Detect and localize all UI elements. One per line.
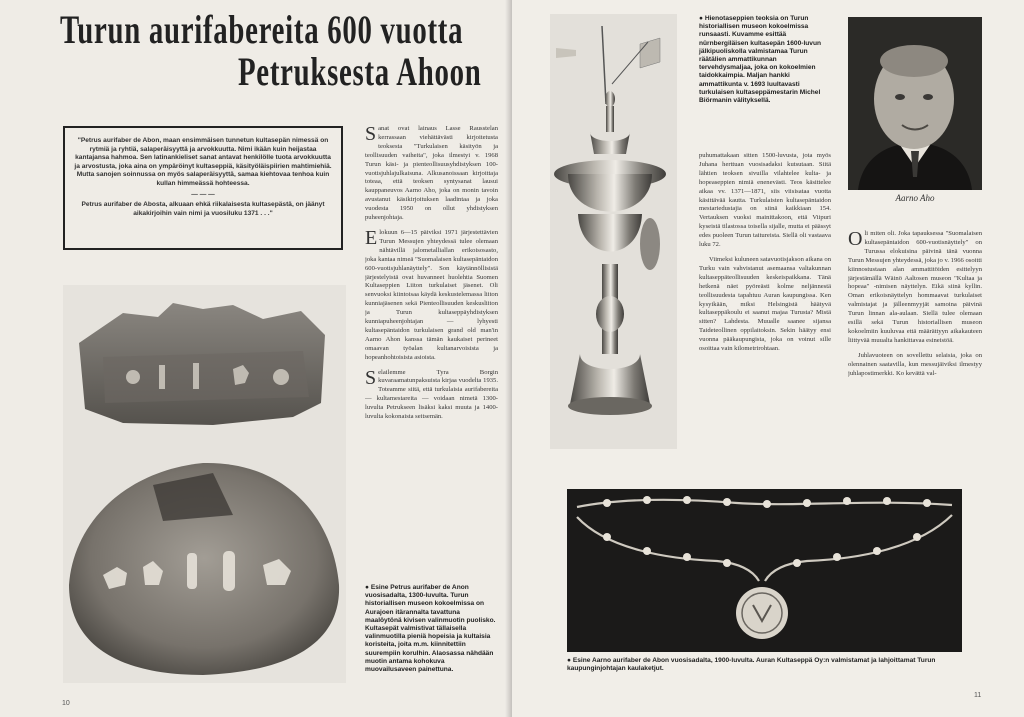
quote-paragraph-2: Petrus aurifaber de Abosta, alkuaan ehkä riikalaisesta kultasepästä, on jäänyt aikakirjoihin vain nimi ja vuosiluku 1371 . . ." <box>81 201 325 217</box>
article-title-line1: Turun aurifabereita 600 vuotta <box>60 7 464 52</box>
chain-illustration <box>567 489 962 652</box>
mid-text-column <box>365 125 498 545</box>
top-right-caption-text: Hienotaseppien teoksia on Turun historiallisen museon kokoelmissa runsaasti. Kuvamme esittää nürnbergiläisen kultasepän 1600-luvun jälkipuoliskolla valmistamaa Turun räätälien ammattikunnan tervehdysmaljaa, joka on kokoelmien taidokkaimpia. Maljan hankki ammattikunta v. 1693 luultavasti turkulaisen kultaseppämestarin Michel Biörmanin välityksellä. <box>699 15 822 105</box>
right-text-column-1 <box>699 152 831 474</box>
bullet-icon: ● <box>365 584 371 591</box>
portrait-illustration <box>848 17 982 190</box>
mid-paragraph-3: elailemme Tyra Borgin kuvaraamatunpaksuista kirjaa vuodelta 1935. Toteamme siitä, että turkulaisia aurifabereita — kultamestareita — voidaan nimetä 1300-luvulta Petrukseen lisäksi kaksi muuta ja 1400-luvulta kokonaista seitsemän. <box>365 368 498 421</box>
bullet-icon: ● <box>567 657 573 664</box>
mould-photo <box>63 285 346 683</box>
portrait-photo <box>848 17 982 190</box>
right-page <box>512 0 1024 717</box>
top-right-caption <box>699 15 831 105</box>
right2-paragraph-1: li miten oli. Joka tapauksessa "Suomalaisen kultasepäntaidon 600-vuotisnäyttely" on Turussa elokuisina päivinä tänä vuonna Turun Messujen yhteydessä, joka jo v. 1966 osoitti kiinnostustaan alan ammattitöiden esittelyyn järjestämällä Wäinö Aaltosen museon "Kultaa ja hopeaa" -nimisen näyttelyn. Eikä siinä kyllin. Oman erikoisnäyttelyn hommaavat turkulaiset valmistajat ja jälleenmyyjät samoina päivinä Turun linnan ala-aulaan. Siellä tulee olemaan esillä sekä Turun historiallisen museon kokoelmiin kuuluvaa että määrättyyn aikakauteen liittyvää muualta hankittavaa esineistöä. <box>848 230 982 344</box>
right-text-column-2 <box>848 230 982 455</box>
mould-illustration <box>63 285 346 683</box>
bullet-icon: ● <box>699 15 705 22</box>
quote-paragraph-1: "Petrus aurifaber de Abon, maan ensimmäisen tunnetun kultasepän nimessä on rytmiä ja ryhtiä, salaperäisyyttä ja arvokkuutta. Nimi ikään kuin heijastaa kantajansa hahmoa. Sen latinankieliset sanat antavat henkilölle tuota arvokkuutta ja arvostusta, joka aina on ympäröinyt kultaseppiä, käsityöläispiirien mahtimiehiä. Mutta sanojen soinnussa on myös salaperäisyyttä, samaa kiehtovaa tenhoa kuin kullan himmeässä hohteessa. <box>74 137 332 187</box>
mid-paragraph-1: anat ovat lainaus Lasse Rausstelan kerrassaan viehättävästi kirjoitetusta teoksesta "Turkulaisen käsityön ja teollisuuden vaiheita", joka ilmestyi v. 1968 Turun käsi- ja pienteollisuusyhdistyksen 100-vuotisjuhlajulkaisuna. Alkusanoissaan kirjoittaja toteaa, että teoksen syntysanat lausui kauppaneuvos Aarno Aho, joka on monin tavoin avustanut käsikirjoituksen laadintaa ja joka vuodesta 1950 on ollut yhdistyksen puheenjohtaja. <box>365 125 498 222</box>
drop-cap-e: E <box>365 226 378 249</box>
quote-separator: — — — <box>191 190 215 198</box>
mid-paragraph-2: lokuun 6—15 päiviksi 1971 järjestettävien Turun Messujen yhteydessä tulee olemaan nähtävillä jalometalliallan erikoisosasto, joka kantaa nimeä "Suomalaisen kultasepäntaidon 600-vuotisjuhlanäyttely". Son käytännöllisistä järjestelyistä ovat huvanneet huolehtia Suomen Kultaseppien Liiton turkulaiset jäsenet. Oli senvuoksi kiintoisaa käydä keskustelemassa liiton kunniajäsenen sekä Pienteollisuuden keskusliiton ja Turun kultaseppäyhdistyksen kunniapuheenjohtajan — lyhyesti kultasepäntaidon turkulaisen grand old man'in Aarno Ahon kanssa tämän kaukaiset perineet omaavan työalan kultanarvoisista ja hopeanhohtoisista asioista. <box>365 228 498 361</box>
bottom-right-caption <box>567 657 962 673</box>
article-title-line2: Petruksesta Ahoon <box>238 49 482 94</box>
left-caption-text: Esine Petrus aurifaber de Anon vuosisadalta, 1300-luvulta. Turun historiallisen museon kokoelmissa on Aurajoen itärannalta tavattuna maalöytönä kivisen valinmuotin puolisko. Kultasepät valmistivat tällaisella valinmuotilla pieniä hopeisia ja kultaisia koristeita, joita m.m. kiinnitettiin suurempiin korulhin. Alaosassa nähdään muotin antama kohokuva muovailusaveen painettuna. <box>365 584 496 674</box>
right2-paragraph-2: Juhlavuoteen on sovellettu selaisia, joka on olennainen saatavilla, kun messujäiviksi ilmestyy juhlapostimerkki. Ko kevättä val- <box>848 351 982 377</box>
bottom-right-caption-text: Esine Aarno aurifaber de Abon vuosisadalta, 1900-luvulta. Auran Kultaseppä Oy:n valmistamat ja lahjoittamat Turun kaupunginjohtajan kaulaketjut. <box>567 657 936 673</box>
drop-cap-s: S <box>365 125 377 145</box>
right1-paragraph-1: puhumattakaan sitten 1500-luvusta, jota myös Juhana herttuan vuosisadaksi kutsutaan. Siitä lähtien teoksen sivuilla vilahtelee kulta- ja hopeaseppien nimiä enenevästi. Teos käsittelee aikaa vv. 1371—1871, siis viisisataa vuotta käsittävää kautta. Turkulaisten kultasepäntaidon mestariedustajia on siinä kaikkiaan 154. Vertauksen vuoksi mainittakoon, että Viipuri kyseistä tilastossa toisella sijalle, mutta ei päässyt edes puoleen Turun taitureista. Siellä oli vastaava luku 72. <box>699 152 831 249</box>
left-caption <box>365 584 497 674</box>
chain-photo <box>567 489 962 652</box>
right1-paragraph-2: Viimeksi kuluneen satavuotisjakson aikana on Turku vain vahvistanut asemaansa valtakunnan kultaseppäteollisuuden keskeispaikkana. Tänä hetkenä näet pyöreästi kolme neljännestä teollisuudesta tapahtuu Auran kaupungissa. Ken kysyikään, miksi Helsingistä häätyvä kultaseppäkoulu ei saanut majaa Turusta? Mistä sitten? Lahdesta. Muualle saanee sijansa Taideteollinen oppilaitoksin. Sekin häätyy ensi vuonna pääkaupungista, joka on voinut sille osoittaa vain kilometrirohtaan. <box>699 255 831 353</box>
drop-cap-s2: S <box>365 366 377 389</box>
drop-cap-o: O <box>848 230 863 250</box>
portrait-caption: Aarno Aho <box>895 193 935 203</box>
intro-quote-box <box>63 126 343 250</box>
page-number-right: 11 <box>974 692 982 699</box>
page-number-left: 10 <box>62 700 70 707</box>
chalice-photo <box>550 14 677 449</box>
chalice-illustration <box>550 14 677 449</box>
